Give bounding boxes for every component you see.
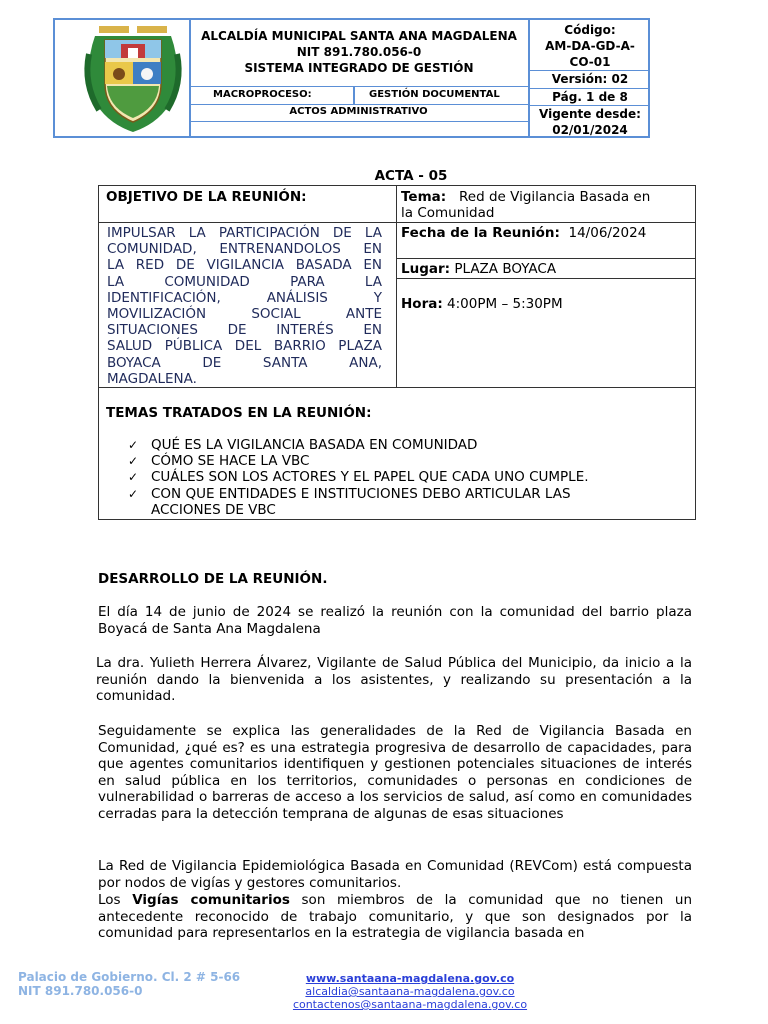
- address-text: Palacio de Gobierno. Cl. 2 # 5-66: [18, 970, 241, 984]
- vigente-label: Vigente desde:: [539, 107, 641, 121]
- objetivo-line: BOYACA DE SANTA ANA,: [107, 354, 382, 371]
- objetivo-line: SALUD PÚBLICA DEL BARRIO PLAZA: [107, 338, 382, 355]
- tema-value-line1: Red de Vigilancia Basada en: [459, 189, 651, 205]
- footer-contact: [270, 972, 550, 1011]
- list-item: ✓ QUÉ ES LA VIGILANCIA BASADA EN COMUNIDAD: [128, 437, 478, 453]
- check-icon: ✓: [128, 470, 139, 485]
- website-link[interactable]: www.santaana-magdalena.gov.co: [305, 972, 515, 985]
- municipal-coat-of-arms-logo: [81, 24, 185, 136]
- tema-label: Tema:: [401, 189, 447, 205]
- list-item-continuation: ACCIONES DE VBC: [151, 501, 276, 518]
- vigente-date: 02/01/2024: [552, 123, 628, 137]
- tema-value-line2: la Comunidad: [401, 205, 495, 222]
- email-link-contactenos[interactable]: contactenos@santaana-magdalena.gov.co: [292, 998, 528, 1011]
- paragraph-5: Los Vigías comunitarios son miembros de la comunidad que no tienen un antecedente reconocido de trabajo comunitario, y que son designados por la comunidad para representarlos en la estrategia de vigilancia basada en: [98, 892, 693, 942]
- objetivo-line: MOVILIZACIÓN SOCIAL ANTE: [107, 306, 382, 323]
- paragraph-2: La dra. Yulieth Herrera Álvarez, Vigilante de Salud Pública del Municipio, da inicio a la reunión dando la bienvenida a los asistentes, y realizando su presentación a la comunidad.: [96, 655, 692, 705]
- objetivo-label: OBJETIVO DE LA REUNIÓN:: [106, 189, 307, 205]
- email-link-alcaldia[interactable]: alcaldia@santaana-magdalena.gov.co: [305, 985, 515, 998]
- macroproceso-value: GESTIÓN DOCUMENTAL: [369, 89, 500, 100]
- lugar-label: Lugar:: [401, 261, 451, 277]
- hora-label: Hora:: [401, 296, 443, 312]
- codigo-value-line2: CO-01: [569, 55, 611, 69]
- fecha-label: Fecha de la Reunión:: [401, 225, 560, 241]
- vigias-term: Vigías comunitarios: [132, 892, 290, 908]
- tema-cell: [401, 189, 693, 221]
- check-icon: ✓: [128, 486, 139, 501]
- document-header-table: [53, 18, 650, 138]
- temas-list: [128, 437, 688, 518]
- fecha-cell: [401, 225, 646, 241]
- check-icon: ✓: [128, 454, 139, 469]
- codigo-value-line1: AM-DA-GD-A-: [545, 39, 635, 53]
- hora-value: 4:00PM – 5:30PM: [447, 296, 563, 312]
- list-item: ✓ CÓMO SE HACE LA VBC: [128, 453, 310, 470]
- desarrollo-heading: DESARROLLO DE LA REUNIÓN.: [98, 571, 328, 587]
- acta-number: ACTA - 05: [374, 168, 448, 184]
- header-system-name: SISTEMA INTEGRADO DE GESTIÓN: [244, 61, 474, 75]
- objetivo-line: IDENTIFICACIÓN, ANÁLISIS Y: [107, 289, 382, 306]
- macroproceso-label: MACROPROCESO:: [213, 89, 312, 100]
- list-item: ✓ CUÁLES SON LOS ACTORES Y EL PAPEL QUE CADA UNO CUMPLE.: [128, 469, 589, 486]
- paragraph-4: La Red de Vigilancia Epidemiológica Basada en Comunidad (REVCom) está compuesta por nodos de vigías y gestores comunitarios.: [98, 858, 692, 891]
- temas-label: TEMAS TRATADOS EN LA REUNIÓN:: [106, 405, 372, 421]
- header-nit: NIT 891.780.056-0: [296, 45, 422, 59]
- lugar-cell: [401, 261, 556, 277]
- objetivo-line: LA RED DE VIGILANCIA BASADA EN: [107, 257, 382, 274]
- objetivo-line: MAGDALENA.: [107, 370, 197, 387]
- paragraph-3: Seguidamente se explica las generalidades de la Red de Vigilancia Basada en Comunidad, ¿qué es? es una estrategia progresiva de desarrollo de capacidades, para que agentes comunitarios identifiquen y gestionen potenciales situaciones de interés en salud pública en los territorios, comunidades o personas en condiciones de vulnerabilidad o barreras de acceso a los servicios de salud, así como en comunidades cerradas para la detección temprana de algunas de esas situaciones: [98, 723, 692, 822]
- page-number: Pág. 1 de 8: [552, 90, 628, 104]
- version-label: Versión: 02: [551, 72, 629, 86]
- footer-nit: NIT 891.780.056-0: [18, 984, 143, 998]
- objetivo-line: SITUACIONES DE INTERÉS EN: [107, 322, 382, 339]
- objetivo-text: [107, 225, 382, 387]
- fecha-value: 14/06/2024: [568, 225, 647, 241]
- codigo-label: Código:: [564, 23, 616, 37]
- check-icon: ✓: [128, 438, 139, 452]
- objetivo-line: IMPULSAR LA PARTICIPACIÓN DE LA: [107, 225, 382, 241]
- lugar-value: PLAZA BOYACA: [454, 261, 557, 277]
- header-title-municipality: ALCALDÍA MUNICIPAL SANTA ANA MAGDALENA: [201, 29, 517, 43]
- list-item: ✓ CON QUE ENTIDADES E INSTITUCIONES DEBO ARTICULAR LAS: [128, 485, 571, 502]
- header-subtitle: ACTOS ADMINISTRATIVO: [289, 106, 428, 117]
- footer-address: [18, 970, 248, 998]
- objetivo-line: LA COMUNIDAD PARA LA: [107, 273, 382, 290]
- paragraph-1: El día 14 de junio de 2024 se realizó la reunión con la comunidad del barrio plaza Boyacá de Santa Ana Magdalena: [98, 604, 692, 637]
- hora-cell: [401, 296, 563, 312]
- objetivo-line: COMUNIDAD, ENTRENANDOLOS EN: [107, 241, 382, 258]
